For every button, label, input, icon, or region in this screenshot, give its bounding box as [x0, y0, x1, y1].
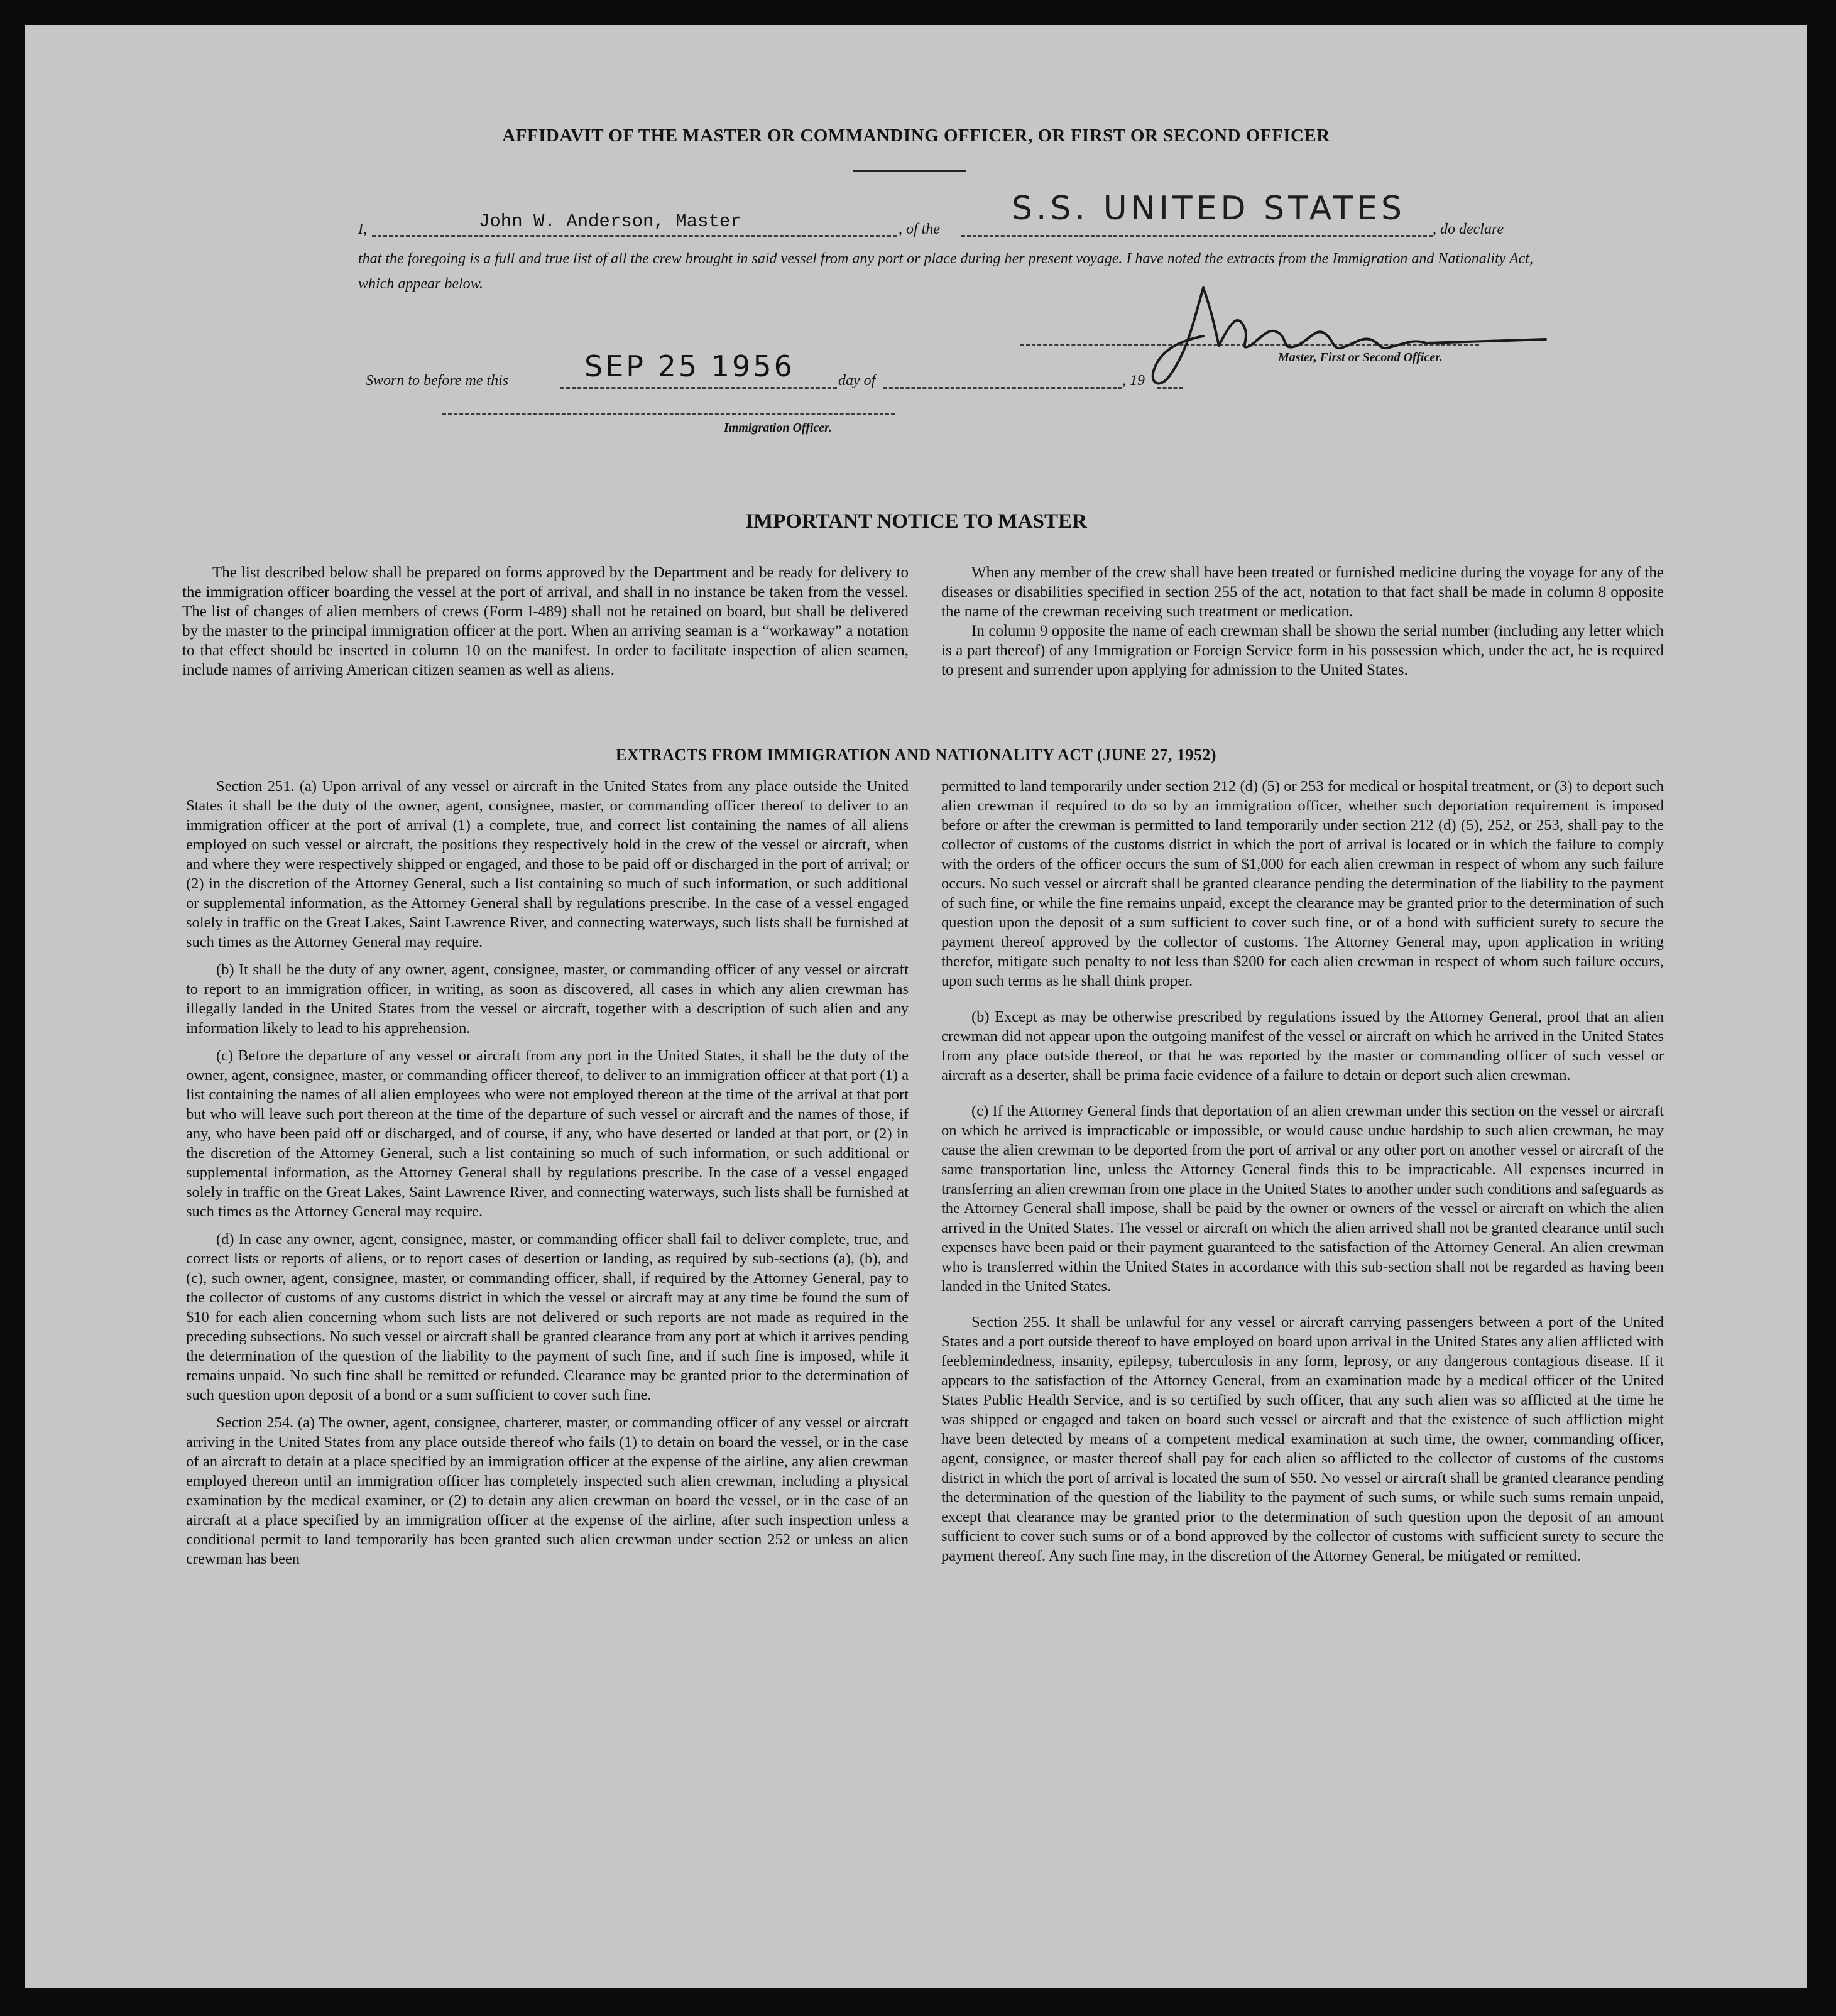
sworn-label: Sworn to before me this — [366, 373, 509, 389]
officer-label: Immigration Officer. — [724, 421, 832, 435]
extracts-right-column — [941, 776, 1664, 1574]
extracts-title: EXTRACTS FROM IMMIGRATION AND NATIONALITY ACT (JUNE 27, 1952) — [615, 746, 1217, 764]
notice-paragraph: The list described below shall be prepared on forms approved by the Department and be ready for delivery to the immigration officer boarding the vessel at the port of arrival, and shall in no instance be taken from the vessel. The list of changes of alien members of crews (Form I-489) shall not be retained on board, but shall be delivered by the master to the principal immigration officer at the port. When an arriving seaman is a “workaway” a notation to that effect should be inserted in column 10 on the manifest. In order to facilitate inspection of alien seamen, include names of arriving American citizen seamen as well as aliens. — [182, 564, 909, 678]
signer-title: Master, First or Second Officer. — [1278, 351, 1443, 364]
notice-paragraph: In column 9 opposite the name of each crewman shall be shown the serial number (including any letter which is a part thereof) of any Immigration or Foreign Service form in his possession which, under the act, he is required to present and surrender upon applying for admission to the United States. — [941, 623, 1664, 678]
do-declare-label: , do declare — [1433, 221, 1504, 237]
extract-paragraph: (c) Before the departure of any vessel or aircraft from any port in the United States, it shall be the duty of the owner, agent, consignee, master, or commanding officer thereof, to deliver to an immigration officer at that port (1) a list containing the names of all alien employees who were not employed thereon at the time of the arrival at that port but who will leave such port thereon at the time of the departure of such vessel or aircraft and the names of those, if any, who have been paid off or discharged, and of course, if any, who have deserted or landed at that port, or (2) in the discretion of the Attorney General, such a list containing so much of such information, or such additional or supplemental information, as the Attorney General shall by regulations prescribe. In the case of a vessel engaged solely in traffic on the Great Lakes, Saint Lawrence River, and connecting waterways, such lists shall be furnished at such times as the Attorney General may require. — [186, 1047, 909, 1220]
extract-paragraph: (c) If the Attorney General finds that deportation of an alien crewman under this section on the vessel or aircraft on which he arrived is impracticable or impossible, or would cause undue hardship to such alien crewman, he may cause the alien crewman to be deported from the port of arrival or any other port on another vessel or aircraft of the same transportation line, unless the Attorney General finds this to be impracticable. All expenses incurred in transferring an alien crewman from one place in the United States to another under such conditions and safeguards as the Attorney General shall impose, shall be paid by the owner or owners of the vessel or aircraft on which the alien arrived in the United States. The vessel or aircraft on which the alien arrived shall not be granted clearance until such expenses have been paid or their payment guaranteed to the satisfaction of the Attorney General. An alien crewman who is transferred within the United States in accordance with this sub-section shall not be regarded as having been landed in the United States. — [941, 1103, 1664, 1295]
form-page — [25, 25, 1807, 1988]
extract-paragraph: permitted to land temporarily under section 212 (d) (5) or 253 for medical or hospital treatment, or (3) to deport such alien crewman if required to do so by an immigration officer, whether such deportation requirement is imposed before or after the crewman is permitted to land temporarily under section 212 (d) (5), 252, or 253, shall pay to the collector of customs of the customs district in which the port of arrival is located or in which the failure to comply with the orders of the officer occurs the sum of $1,000 for each alien crewman in respect of whom any such failure occurs. No such vessel or aircraft shall be granted clearance pending the determination of the liability to the payment of such fine, or while the fine remains unpaid, except the clearance may be granted prior to the determination of such question upon the deposit of a sum sufficient to cover such fine, or of a bond with sufficient surety to secure the payment thereof approved by the collector of customs. The Attorney General may, upon application in writing therefor, mitigate such penalty to not less than $200 for each alien crewman in respect of whom such failure occurs, upon such terms as he shall think proper. — [941, 778, 1664, 989]
extract-paragraph: (b) It shall be the duty of any owner, agent, consignee, master, or commanding officer of any vessel or aircraft to report to an immigration officer, in writing, as soon as discovered, all cases in which any alien crewman has illegally landed in the United States from the vessel or aircraft, together with a description of such alien and any information likely to lead to his apprehension. — [186, 961, 909, 1037]
notice-title: IMPORTANT NOTICE TO MASTER — [745, 510, 1087, 533]
notice-left-column — [182, 563, 909, 680]
name-underline — [372, 235, 897, 237]
month-underline — [883, 387, 1122, 389]
day-underline — [560, 387, 837, 389]
officer-underline — [442, 413, 895, 415]
master-name-field: John W. Anderson, Master — [479, 211, 741, 232]
extract-paragraph: (b) Except as may be otherwise prescribed by regulations issued by the Attorney General, proof that an alien crewman did not appear upon the outgoing manifest of the vessel or aircraft on which he arrived in the United States from any place outside thereof, or that he was reported by the master or commanding officer of such vessel or aircraft as a deserter, shall be prima facie evidence of a failure to detain or deport such alien crewman. — [941, 1008, 1664, 1084]
extracts-left-column — [186, 776, 909, 1577]
affidavit-statement: that the foregoing is a full and true list of all the crew brought in said vessel from any port or place during her present voyage. I have noted the extracts from the Immigration and Nationality Act, which appear below. — [358, 251, 1533, 292]
year-label: , 19 — [1122, 373, 1145, 389]
i-label: I, — [358, 221, 367, 237]
day-of-label: day of — [838, 373, 876, 389]
affidavit-title: AFFIDAVIT OF THE MASTER OR COMMANDING OFFICER, OR FIRST OR SECOND OFFICER — [502, 126, 1330, 146]
vessel-underline — [961, 235, 1433, 237]
of-the-label: , of the — [899, 221, 940, 237]
extract-paragraph: Section 251. (a) Upon arrival of any vessel or aircraft in the United States from any place outside the United States it shall be the duty of the owner, agent, consignee, master, or commanding officer thereof to deliver to an immigration officer at the port of arrival (1) a complete, true, and correct list containing the names of all aliens employed on such vessel or aircraft, the positions they respectively hold in the crew of the vessel or aircraft, when and where they were respectively shipped or engaged, and those to be paid off or discharged in the port of arrival; or (2) in the discretion of the Attorney General, such a list containing so much of such information, or such additional or supplemental information, as the Attorney General shall by regulations prescribe. In the case of a vessel engaged solely in traffic on the Great Lakes, Saint Lawrence River, and connecting waterways, such lists shall be furnished at such times as the Attorney General may require. — [186, 778, 909, 951]
extract-paragraph: Section 255. It shall be unlawful for any vessel or aircraft carrying passengers between a port of the United States and a port outside thereof to have employed on board upon arrival in the United States any alien afflicted with feeblemindedness, insanity, epilepsy, tuberculosis in any form, leprosy, or any dangerous contagious disease. If it appears to the satisfaction of the Attorney General, from an examination made by a medical officer of the United States Public Health Service, and is so certified by such officer, that any such alien was so afflicted at the time he was shipped or engaged and taken on board such vessel or aircraft and that the existence of such affliction might have been detected by means of a competent medical examination at such time, the owner, commanding officer, agent, consignee, or master thereof shall pay for each alien so afflicted to the collector of customs of the customs district in which the port of arrival is located the sum of $50. No vessel or aircraft shall be granted clearance pending the determination of the question of the liability to the payment of such sums, or while such sums remain unpaid, except that clearance may be granted prior to the determination of such question upon the deposit of an amount sufficient to cover such sums or of a bond approved by the collector of customs with sufficient surety to secure the payment thereof. Any such fine may, in the discretion of the Attorney General, be mitigated or remitted. — [941, 1314, 1664, 1564]
vessel-name-field: S.S. UNITED STATES — [1012, 190, 1406, 227]
title-rule — [853, 170, 966, 172]
extract-paragraph: (d) In case any owner, agent, consignee, master, or commanding officer shall fail to deliver complete, true, and correct lists or reports of aliens, or to report cases of desertion or landing, as required by sub-sections (a), (b), and (c), such owner, agent, consignee, master, or commanding officer, shall, if required by the Attorney General, pay to the collector of customs of any customs district in which the vessel or aircraft may at any time be found the sum of $10 for each alien concerning whom such lists are not delivered or such reports are not made as required in the preceding subsections. No such vessel or aircraft shall be granted clearance from any port at which it arrives pending the determination of the question of the liability to the payment of such fine, and if such fine is imposed, while it remains unpaid. No such fine shall be remitted or refunded. Clearance may be granted prior to the determination of such question upon deposit of a bond or a sum sufficient to cover such fine. — [186, 1231, 909, 1403]
notice-right-column — [941, 563, 1664, 680]
notice-paragraph: When any member of the crew shall have been treated or furnished medicine during the voyage for any of the diseases or disabilities specified in section 255 of the act, notation to that fact shall be made in column 8 opposite the name of the crewman receiving such treatment or medication. — [941, 564, 1664, 620]
year-underline — [1157, 387, 1183, 389]
extract-paragraph: Section 254. (a) The owner, agent, consignee, charterer, master, or commanding officer of any vessel or aircraft arriving in the United States from any place outside thereof who fails (1) to detain on board the vessel, or in the case of an aircraft to detain at a place specified by an immigration officer at the expense of the airline, any alien crewman employed thereon until an immigration officer has completely inspected such alien crewman, including a physical examination by the medical examiner, or (2) to detain any alien crewman on board the vessel, or in the case of an aircraft at a place specified by an immigration officer at the expense of the airline, after such inspection unless a conditional permit to land temporarily has been granted such alien crewman under section 252 or unless an alien crewman has been — [186, 1414, 909, 1567]
signature-icon — [1144, 276, 1583, 396]
date-stamp: SEP 25 1956 — [584, 349, 795, 383]
